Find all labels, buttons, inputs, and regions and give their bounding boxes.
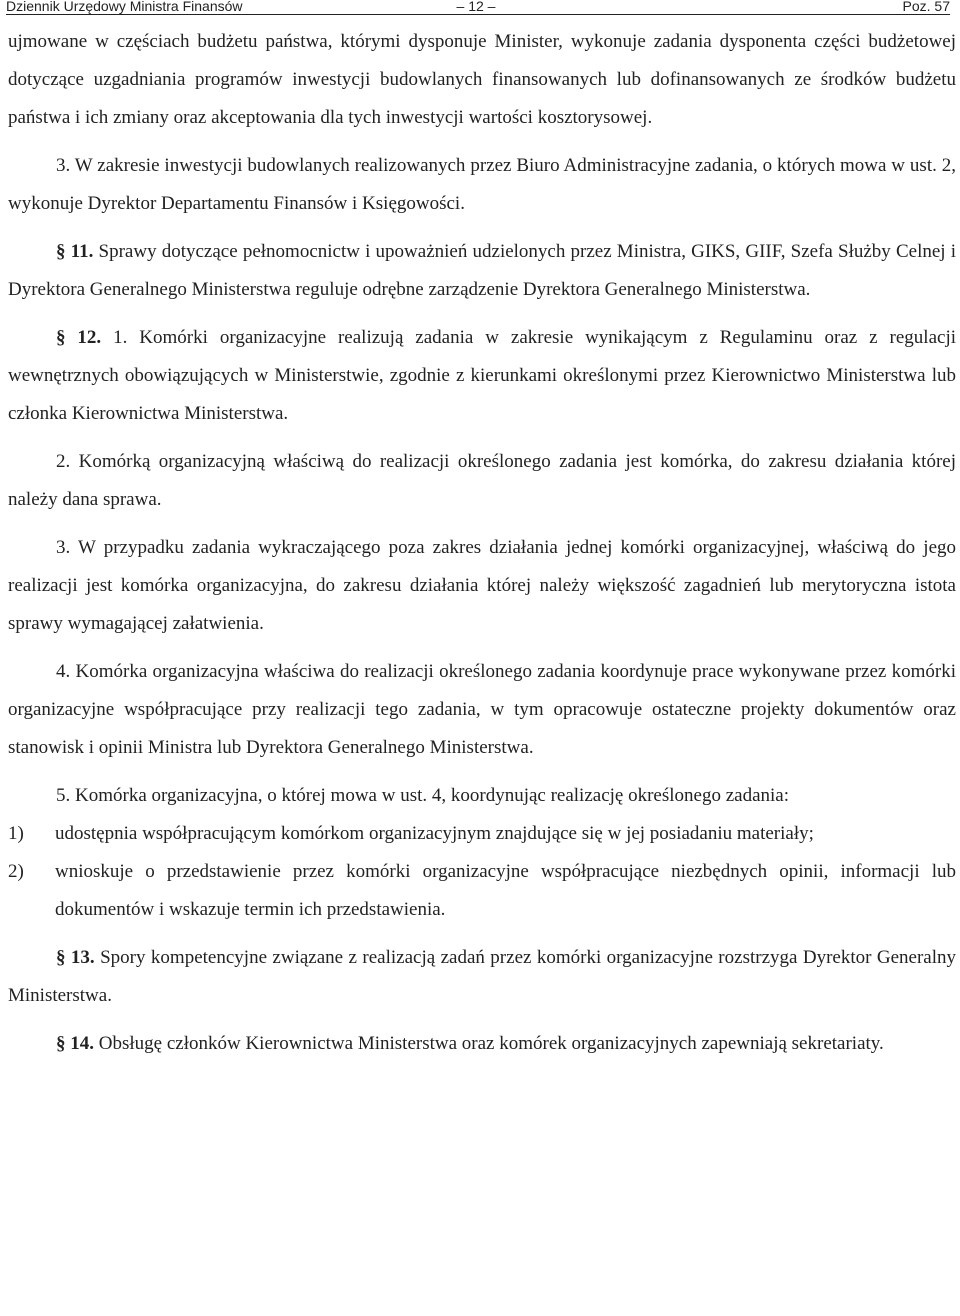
section-11-text: Sprawy dotyczące pełnomocnictw i upoważnień udzielonych przez Ministra, GIKS, GIIF, Szefa Służby Celnej i Dyrektora Generalnego Ministerstwa reguluje odrębne zarządzenie Dyrektora Generalnego Ministerstwa. xyxy=(8,241,956,300)
list-item-text: wnioskuje o przedstawienie przez komórki organizacyjne współpracujące niezbędnych opinii, informacji lub dokumentów i wskazuje termin ich przedstawienia. xyxy=(55,861,956,920)
list-item-marker: 1) xyxy=(8,823,24,844)
section-12-number: § 12. xyxy=(56,327,102,348)
document-body xyxy=(8,23,956,1063)
section-12-paragraph-4: 4. Komórka organizacyjna właściwa do realizacji określonego zadania koordynuje prace wykonywane przez komórki organizacyjne współpracujące przy realizacji tego zadania, w tym opracowuje ostateczne projekty dokumentów oraz stanowisk i opinii Ministra lub Dyrektora Generalnego Ministerstwa. xyxy=(8,661,956,758)
list-item-marker: 2) xyxy=(8,861,24,882)
header-rule xyxy=(6,14,950,15)
paragraph-intro: ujmowane w częściach budżetu państwa, którymi dysponuje Minister, wykonuje zadania dysponenta części budżetowej dotyczące uzgadniania programów inwestycji budowlanych finansowanych lub dofinansowanych ze środków budżetu państwa i ich zmiany oraz akceptowania dla tych inwestycji wartości kosztorysowej. xyxy=(8,31,956,128)
section-11 xyxy=(8,233,956,309)
section-12 xyxy=(8,319,956,433)
section-14-text: Obsługę członków Kierownictwa Ministerstwa oraz komórek organizacyjnych zapewniają sekretariaty. xyxy=(94,1033,884,1054)
list-item xyxy=(8,815,956,853)
section-14-number: § 14. xyxy=(56,1033,94,1054)
section-12-paragraph-5: 5. Komórka organizacyjna, o której mowa w ust. 4, koordynując realizację określonego zadania: xyxy=(56,785,790,806)
paragraph-3: 3. W zakresie inwestycji budowlanych realizowanych przez Biuro Administracyjne zadania, o których mowa w ust. 2, wykonuje Dyrektor Departamentu Finansów i Księgowości. xyxy=(8,155,956,214)
list-item xyxy=(8,853,956,929)
section-11-number: § 11. xyxy=(56,241,94,262)
page-header xyxy=(6,0,950,14)
section-13-text: Spory kompetencyjne związane z realizacją zadań przez komórki organizacyjne rozstrzyga Dyrektor Generalny Ministerstwa. xyxy=(8,947,957,1006)
list-item-text: udostępnia współpracującym komórkom organizacyjnym znajdujące się w jej posiadaniu materiały; xyxy=(55,823,814,844)
section-12-paragraph-3: 3. W przypadku zadania wykraczającego poza zakres działania jednej komórki organizacyjnej, właściwą do jego realizacji jest komórka organizacyjna, do zakresu działania której należy większość zagadnień lub merytoryczna istota sprawy wymagającej załatwienia. xyxy=(8,537,956,634)
journal-title: Dziennik Urzędowy Ministra Finansów xyxy=(6,0,243,14)
section-12-text: 1. Komórki organizacyjne realizują zadania w zakresie wynikającym z Regulaminu oraz z regulacji wewnętrznych obowiązujących w Ministerstwie, zgodnie z kierunkami określonymi przez Kierownictwo Ministerstwa lub członka Kierownictwa Ministerstwa. xyxy=(8,327,956,424)
section-13 xyxy=(8,939,956,1015)
section-12-paragraph-2: 2. Komórką organizacyjną właściwą do realizacji określonego zadania jest komórka, do zakresu działania której należy dana sprawa. xyxy=(8,451,956,510)
page-number: – 12 – xyxy=(456,0,496,14)
section-14 xyxy=(8,1025,956,1063)
section-13-number: § 13. xyxy=(56,947,95,968)
position-number: Poz. 57 xyxy=(902,0,950,14)
